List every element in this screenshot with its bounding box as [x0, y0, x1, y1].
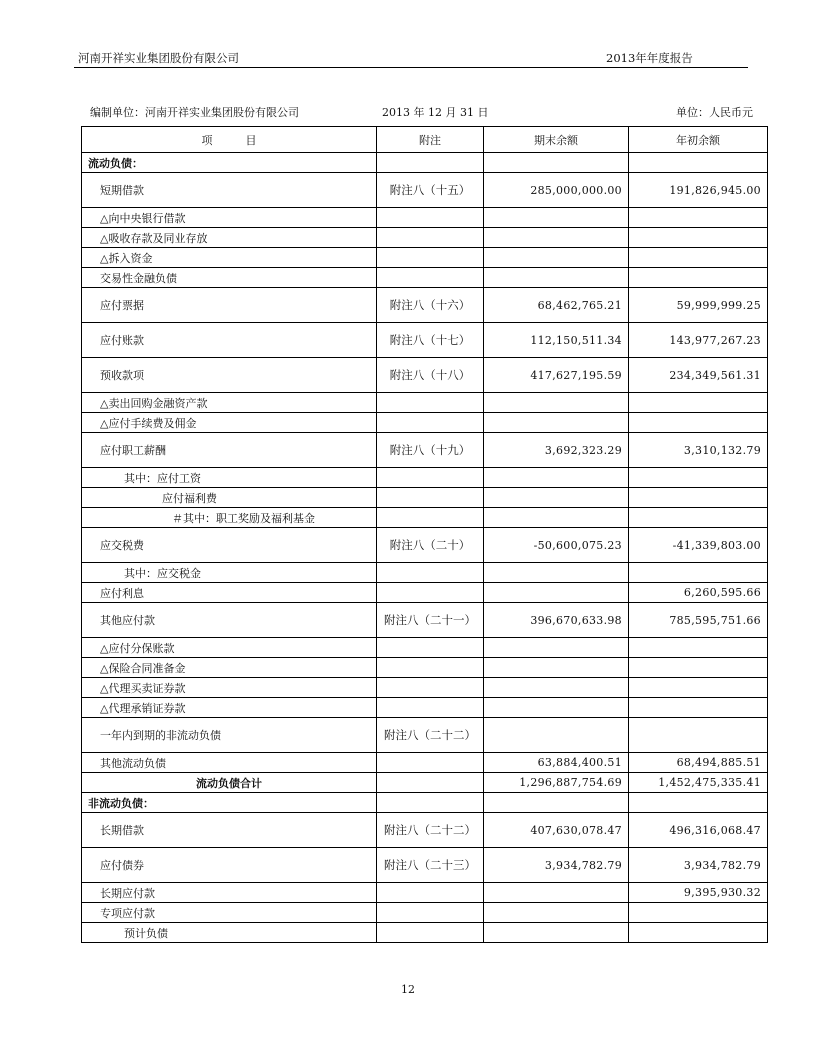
row-end-balance-cell: [484, 228, 629, 248]
row-note-cell: [377, 923, 484, 943]
row-begin-balance-cell: [629, 658, 768, 678]
row-begin-balance-cell: [629, 903, 768, 923]
row-begin-balance-cell: [629, 638, 768, 658]
table-row: [82, 698, 768, 718]
row-begin-balance-cell: 6,260,595.66: [629, 583, 768, 603]
row-note-cell: 附注八（十六）: [377, 288, 484, 323]
header-item: 项 目: [82, 127, 377, 153]
header-end-balance: 期末余额: [484, 127, 629, 153]
row-begin-balance-cell: [629, 393, 768, 413]
row-note-cell: [377, 793, 484, 813]
row-begin-balance-cell: 785,595,751.66: [629, 603, 768, 638]
row-item-cell: 专项应付款: [82, 903, 377, 923]
report-date: 2013 年 12 月 31 日: [382, 106, 489, 119]
row-begin-balance-cell: [629, 563, 768, 583]
row-end-balance-cell: 3,692,323.29: [484, 433, 629, 468]
row-begin-balance-cell: [629, 248, 768, 268]
table-row: [82, 903, 768, 923]
row-item-cell: 一年内到期的非流动负债: [82, 718, 377, 753]
table-row: [82, 488, 768, 508]
row-item-cell: △保险合同准备金: [82, 658, 377, 678]
row-item-cell: 应交税费: [82, 528, 377, 563]
row-note-cell: [377, 563, 484, 583]
table-row: [82, 848, 768, 883]
header-divider: [74, 67, 748, 68]
row-item-cell: 应付福利费: [82, 488, 377, 508]
row-item-cell: 预收款项: [82, 358, 377, 393]
table-row: [82, 773, 768, 793]
row-end-balance-cell: [484, 583, 629, 603]
row-note-cell: 附注八（十七）: [377, 323, 484, 358]
row-item-cell: 其他流动负债: [82, 753, 377, 773]
row-item-cell: 其他应付款: [82, 603, 377, 638]
row-item-cell: 长期应付款: [82, 883, 377, 903]
row-begin-balance-cell: [629, 793, 768, 813]
row-item-cell: 应付债券: [82, 848, 377, 883]
row-end-balance-cell: [484, 563, 629, 583]
row-item-cell: 流动负债：: [82, 153, 377, 173]
table-row: [82, 228, 768, 248]
row-begin-balance-cell: 68,494,885.51: [629, 753, 768, 773]
row-item-cell: 应付职工薪酬: [82, 433, 377, 468]
row-note-cell: [377, 228, 484, 248]
row-item-cell: 交易性金融负债: [82, 268, 377, 288]
row-end-balance-cell: [484, 658, 629, 678]
table-row: [82, 603, 768, 638]
table-row: [82, 583, 768, 603]
row-end-balance-cell: 112,150,511.34: [484, 323, 629, 358]
row-note-cell: 附注八（二十三）: [377, 848, 484, 883]
row-note-cell: [377, 508, 484, 528]
row-end-balance-cell: [484, 718, 629, 753]
row-item-cell: 其中：应付工资: [82, 468, 377, 488]
row-item-cell: 应付利息: [82, 583, 377, 603]
row-begin-balance-cell: [629, 208, 768, 228]
row-item-cell: △拆入资金: [82, 248, 377, 268]
table-header-row: [82, 127, 768, 153]
table-row: [82, 508, 768, 528]
row-item-cell: 预计负债: [82, 923, 377, 943]
row-end-balance-cell: 417,627,195.59: [484, 358, 629, 393]
row-item-cell: 应付票据: [82, 288, 377, 323]
table-row: [82, 468, 768, 488]
row-note-cell: 附注八（二十一）: [377, 603, 484, 638]
row-note-cell: 附注八（二十二）: [377, 813, 484, 848]
row-item-cell: 非流动负债：: [82, 793, 377, 813]
row-end-balance-cell: [484, 153, 629, 173]
row-note-cell: 附注八（十九）: [377, 433, 484, 468]
row-begin-balance-cell: 1,452,475,335.41: [629, 773, 768, 793]
row-item-cell: 长期借款: [82, 813, 377, 848]
table-row: [82, 638, 768, 658]
row-note-cell: [377, 268, 484, 288]
row-note-cell: [377, 638, 484, 658]
row-note-cell: [377, 413, 484, 433]
row-begin-balance-cell: [629, 153, 768, 173]
table-row: [82, 153, 768, 173]
row-begin-balance-cell: [629, 718, 768, 753]
row-end-balance-cell: [484, 413, 629, 433]
table-row: [82, 718, 768, 753]
row-end-balance-cell: 3,934,782.79: [484, 848, 629, 883]
header-begin-balance: 年初余额: [629, 127, 768, 153]
table-row: [82, 323, 768, 358]
row-end-balance-cell: [484, 468, 629, 488]
row-note-cell: [377, 903, 484, 923]
row-note-cell: [377, 883, 484, 903]
table-row: [82, 813, 768, 848]
row-begin-balance-cell: [629, 468, 768, 488]
row-end-balance-cell: 63,884,400.51: [484, 753, 629, 773]
row-item-cell: 流动负债合计: [82, 773, 377, 793]
table-row: [82, 528, 768, 563]
row-item-cell: △代理买卖证券款: [82, 678, 377, 698]
row-end-balance-cell: 396,670,633.98: [484, 603, 629, 638]
row-note-cell: 附注八（二十）: [377, 528, 484, 563]
table-row: [82, 923, 768, 943]
row-end-balance-cell: [484, 208, 629, 228]
row-end-balance-cell: [484, 903, 629, 923]
row-end-balance-cell: [484, 508, 629, 528]
row-end-balance-cell: -50,600,075.23: [484, 528, 629, 563]
row-note-cell: [377, 468, 484, 488]
row-note-cell: 附注八（十五）: [377, 173, 484, 208]
row-note-cell: [377, 208, 484, 228]
row-end-balance-cell: [484, 248, 629, 268]
table-row: [82, 563, 768, 583]
row-item-cell: △向中央银行借款: [82, 208, 377, 228]
row-note-cell: [377, 753, 484, 773]
row-end-balance-cell: [484, 638, 629, 658]
row-item-cell: 应付账款: [82, 323, 377, 358]
row-end-balance-cell: [484, 488, 629, 508]
table-row: [82, 793, 768, 813]
row-begin-balance-cell: [629, 228, 768, 248]
row-begin-balance-cell: [629, 508, 768, 528]
table-row: [82, 358, 768, 393]
row-begin-balance-cell: [629, 413, 768, 433]
currency-unit: 单位：人民币元: [676, 106, 753, 119]
row-begin-balance-cell: 9,395,930.32: [629, 883, 768, 903]
row-item-cell: △应付分保账款: [82, 638, 377, 658]
row-end-balance-cell: 285,000,000.00: [484, 173, 629, 208]
table-row: [82, 678, 768, 698]
row-note-cell: [377, 488, 484, 508]
row-item-cell: △应付手续费及佣金: [82, 413, 377, 433]
row-note-cell: [377, 153, 484, 173]
row-begin-balance-cell: 59,999,999.25: [629, 288, 768, 323]
table-row: [82, 248, 768, 268]
table-row: [82, 268, 768, 288]
table-row: [82, 433, 768, 468]
row-item-cell: ＃其中：职工奖励及福利基金: [82, 508, 377, 528]
table-row: [82, 288, 768, 323]
row-begin-balance-cell: 191,826,945.00: [629, 173, 768, 208]
row-item-cell: △吸收存款及同业存放: [82, 228, 377, 248]
row-item-cell: △卖出回购金融资产款: [82, 393, 377, 413]
row-begin-balance-cell: [629, 678, 768, 698]
row-end-balance-cell: [484, 678, 629, 698]
table-row: [82, 208, 768, 228]
table-row: [82, 173, 768, 208]
row-note-cell: 附注八（十八）: [377, 358, 484, 393]
row-note-cell: [377, 248, 484, 268]
table-row: [82, 393, 768, 413]
row-note-cell: [377, 678, 484, 698]
table-row: [82, 883, 768, 903]
preparer-unit: 编制单位：河南开祥实业集团股份有限公司: [90, 106, 299, 119]
header-note: 附注: [377, 127, 484, 153]
company-header: 河南开祥实业集团股份有限公司: [78, 51, 239, 65]
row-note-cell: [377, 698, 484, 718]
row-begin-balance-cell: [629, 488, 768, 508]
row-begin-balance-cell: 143,977,267.23: [629, 323, 768, 358]
row-end-balance-cell: 68,462,765.21: [484, 288, 629, 323]
row-note-cell: 附注八（二十二）: [377, 718, 484, 753]
row-item-cell: 其中：应交税金: [82, 563, 377, 583]
row-begin-balance-cell: [629, 698, 768, 718]
report-title: 2013年年度报告: [606, 51, 693, 65]
row-begin-balance-cell: 234,349,561.31: [629, 358, 768, 393]
row-note-cell: [377, 658, 484, 678]
table-row: [82, 413, 768, 433]
liabilities-table: [81, 126, 768, 943]
row-end-balance-cell: [484, 698, 629, 718]
table-row: [82, 658, 768, 678]
page-number: 12: [401, 983, 415, 996]
row-end-balance-cell: [484, 883, 629, 903]
row-begin-balance-cell: -41,339,803.00: [629, 528, 768, 563]
row-end-balance-cell: [484, 793, 629, 813]
row-end-balance-cell: [484, 393, 629, 413]
table-row: [82, 753, 768, 773]
row-end-balance-cell: 1,296,887,754.69: [484, 773, 629, 793]
row-note-cell: [377, 773, 484, 793]
row-begin-balance-cell: 496,316,068.47: [629, 813, 768, 848]
row-begin-balance-cell: 3,310,132.79: [629, 433, 768, 468]
row-begin-balance-cell: 3,934,782.79: [629, 848, 768, 883]
row-end-balance-cell: [484, 268, 629, 288]
row-begin-balance-cell: [629, 923, 768, 943]
row-end-balance-cell: 407,630,078.47: [484, 813, 629, 848]
row-begin-balance-cell: [629, 268, 768, 288]
row-note-cell: [377, 583, 484, 603]
row-item-cell: 短期借款: [82, 173, 377, 208]
row-end-balance-cell: [484, 923, 629, 943]
row-note-cell: [377, 393, 484, 413]
row-item-cell: △代理承销证券款: [82, 698, 377, 718]
